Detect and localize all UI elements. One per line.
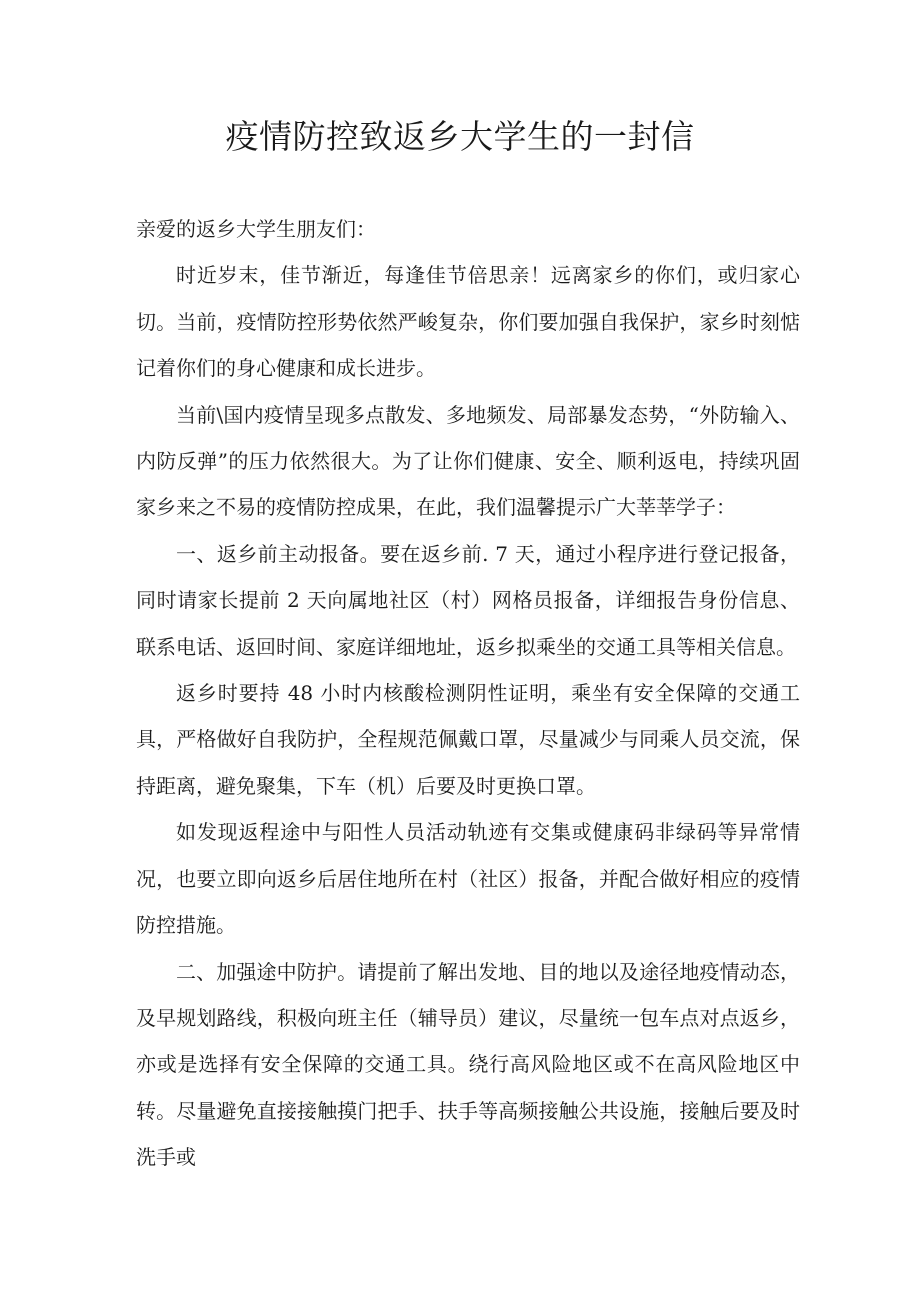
paragraph-travel-protection: 二、加强途中防护。请提前了解出发地、目的地以及途径地疫情动态，及早规划路线，积极向班主任（辅导员）建议，尽量统一包车点对点返乡，亦或是选择有安全保障的交通工具。绕行高风险地区或不在高风险地区中转。尽量避免直接接触摸门把手、扶手等高频接触公共设施，接触后要及时洗手或 xyxy=(136,959,800,1170)
paragraph-nucleic-test: 返乡时要持 48 小时内核酸检测阴性证明，乘坐有安全保障的交通工具，严格做好自我防护，全程规范佩戴口罩，尽量减少与同乘人员交流，保持距离，避免聚集，下车（机）后要及时更换口罩。 xyxy=(136,681,800,798)
letter-body xyxy=(136,206,800,1181)
salutation: 亲爱的返乡大学生朋友们： xyxy=(136,217,376,241)
paragraph-greeting: 时近岁末，佳节渐近，每逢佳节倍思亲！远离家乡的你们，或归家心切。当前，疫情防控形势依然严峻复杂，你们要加强自我保护，家乡时刻惦记着你们的身心健康和成长进步。 xyxy=(136,263,800,381)
paragraph-abnormal-report: 如发现返程途中与阳性人员活动轨迹有交集或健康码非绿码等异常情况，也要立即向返乡后居住地所在村（社区）报备，并配合做好相应的疫情防控措施。 xyxy=(136,820,800,938)
paragraph-situation: 当前\国内疫情呈现多点散发、多地频发、局部暴发态势，“外防输入、内防反弹”的压力依然很大。为了让你们健康、安全、顺利返电，持续巩固家乡来之不易的疫情防控成果，在此，我们温馨提示广大莘莘学子： xyxy=(136,402,800,520)
document-title: 疫情防控致返乡大学生的一封信 xyxy=(225,117,695,156)
paragraph-report-before-return: 一、返乡前主动报备。要在返乡前. 7 天，通过小程序进行登记报备，同时请家长提前 2 天向属地社区（村）网格员报备，详细报告身份信息、联系电话、返回时间、家庭详细地址，返乡拟乘坐的交通工具等相关信息。 xyxy=(136,541,800,659)
